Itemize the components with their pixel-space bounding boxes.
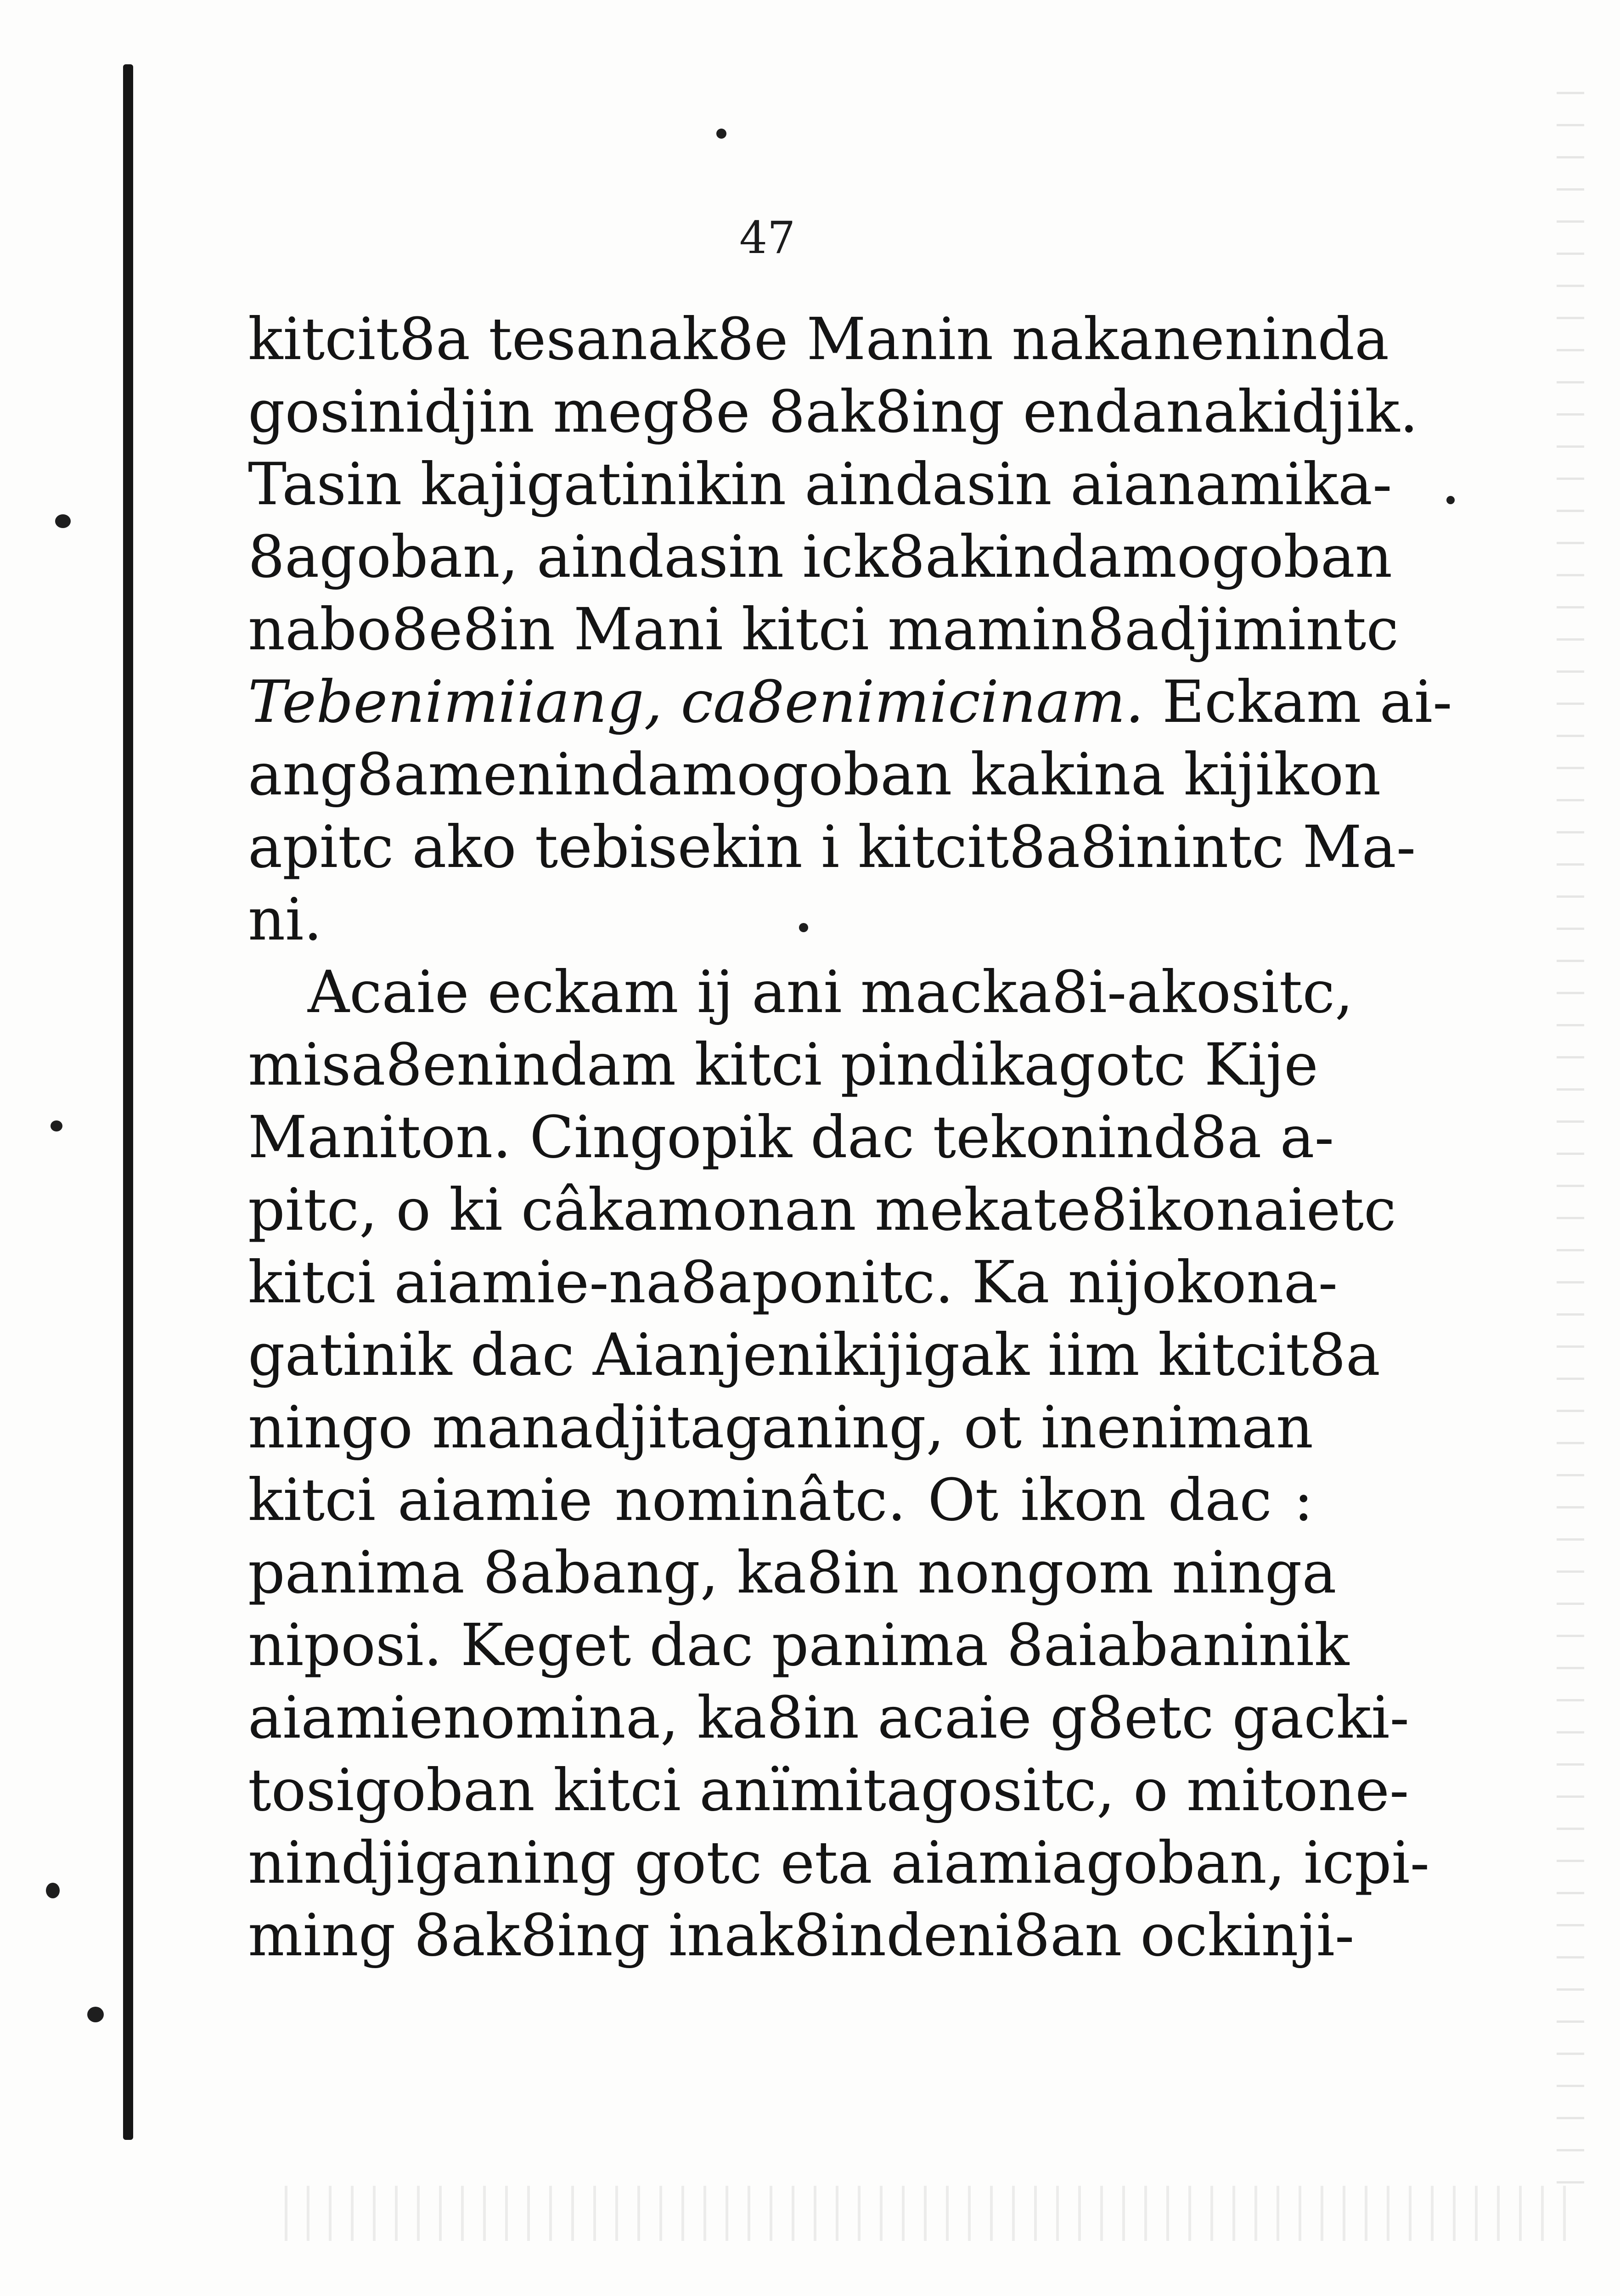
text-line [248,666,1452,738]
text-line: kitcit8a tesanak8e Manin nakanenindа [248,305,1389,373]
text-fragment: Eckam ai- [1162,668,1452,736]
text-line: Maniton. Cingopik dac tekonind8a a- [248,1103,1334,1171]
text-line: ming 8ak8ing inak8indeni8an ockinji- [248,1902,1355,1969]
italic-phrase: Tebenimiiang, ca8enimicinam. [248,668,1144,736]
text-line: kitci aiamie-na8aponitc. Ka nijokona- [248,1249,1338,1316]
binding-edge-line [123,64,133,2140]
ink-speck [51,1120,62,1131]
ink-speck [1446,496,1455,504]
bottom-edge-noise [285,2186,1570,2241]
ink-speck [87,2007,104,2022]
text-line: nindjiganing gotc eta aiamiagoban, icpi- [248,1829,1430,1896]
right-edge-noise [1557,92,1584,2204]
text-line: gatinik dac Aianjenikijigak iim kitcit8a [248,1321,1380,1389]
text-line: pitc, o ki câkamonan mekate8ikonaietc [248,1176,1396,1244]
ink-speck [716,129,726,139]
page-number: 47 [739,212,796,264]
text-line: Tasin kajigatinikin aindasin aianamika- [248,450,1392,518]
text-line: ni. [248,886,322,953]
text-line: aiamienomina, ka8in acaie g8etc gacki- [248,1684,1410,1751]
text-line: nabo8e8in Mani kitci mamin8adjimintс [248,596,1399,663]
text-line: gosinidjin meg8e 8ak8ing endanakidjik. [248,378,1418,445]
body-text [248,303,1452,1972]
text-line: niposi. Keget dac panima 8aiabaninik [248,1611,1350,1679]
ink-speck [46,1883,60,1898]
ink-speck [55,514,71,528]
text-line: panima 8abang, ka8in nongom ninga [248,1539,1337,1606]
text-line: misa8enindam kitci pindikagotc Kije [248,1031,1318,1098]
paragraph-start-line: Acaie eckam ij ani macka8i-akositc, [308,958,1353,1026]
text-line: tosigoban kitci anïmitagositc, o mitone- [248,1756,1409,1824]
text-line: ang8amenindamogoban kakina kijikon [248,741,1381,808]
text-line: ningo manadjitaganing, ot ineniman [248,1394,1313,1461]
text-line: kitci aiamie nominâtc. Ot ikon dac : [248,1466,1313,1534]
text-line: 8agoban, aindasin ick8akindamogoban [248,523,1393,591]
text-line: apitc ako tebisekin i kitcit8a8inintc Ma- [248,813,1416,881]
